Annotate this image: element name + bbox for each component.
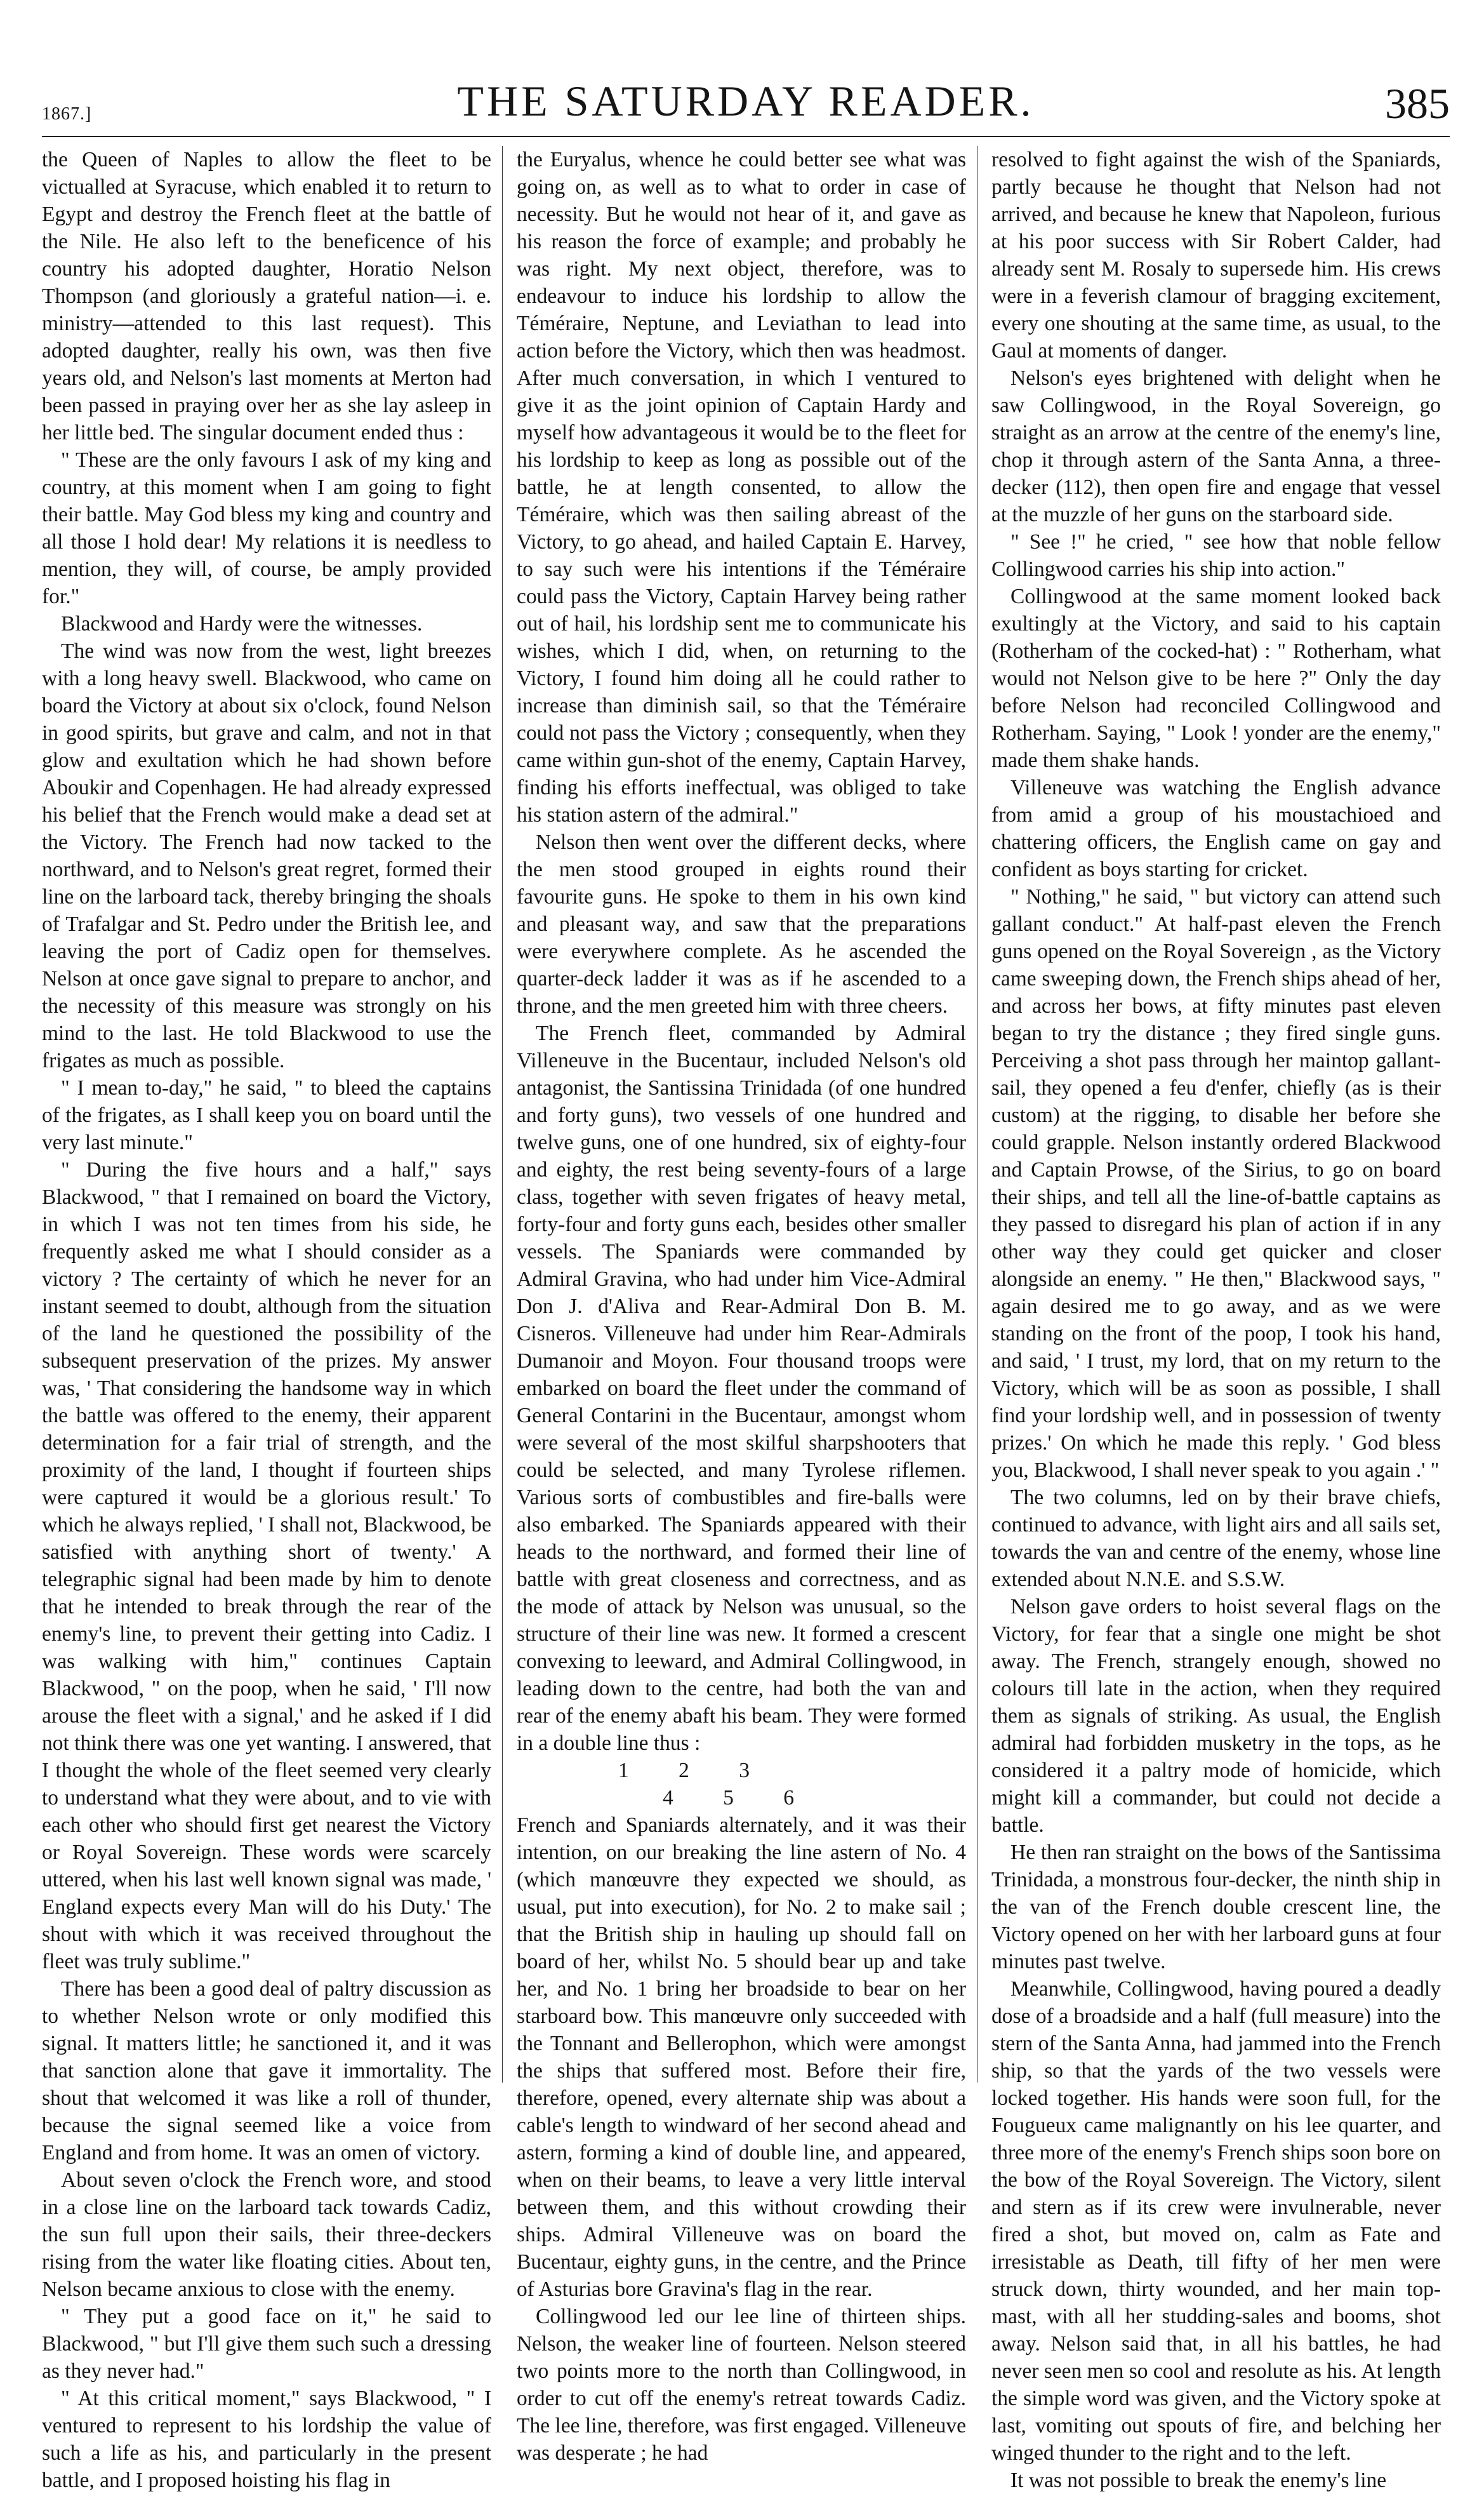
column-3 xyxy=(991,146,1441,2492)
paragraph: Nelson's eyes brightened with delight when he saw Collingwood, in the Royal Sovereign, go straight as an arrow at the centre of the enemy's line, chop it through astern of the Santa Anna, a three-decker (112), then open fire and engage that vessel at the muzzle of her guns on the starboard side. xyxy=(991,366,1441,526)
formation-row-1: 1 2 3 xyxy=(618,1759,750,1782)
paragraph: The French fleet, commanded by Admiral Villeneuve in the Bucentaur, included Nelson's old antagonist, the Santissina Trinidada (of one hundred and forty guns), two vessels of one hundred and twelve guns, one of one hundred, six of eighty-four and eighty, the rest being seventy-fours of a large class, together with seven frigates of heavy metal, forty-four and forty guns each, besides other smaller vessels. The Spaniards were commanded by Admiral Gravina, who had under him Vice-Admiral Don J. d'Aliva and Rear-Admiral Don B. M. Cisneros. Villeneuve had under him Rear-Admirals Dumanoir and Moyon. Four thousand troops were embarked on board the fleet under the command of General Contarini in the Bucentaur, amongst whom were several of the most skilful sharpshooters that could be selected, and many Tyrolese riflemen. Various sorts of combustibles and fire-balls were also embarked. The Spaniards appeared with their heads to the northward, and formed their line of battle with great closeness and correctness, and as the mode of attack by Nelson was unusual, so the structure of their line was new. It formed a crescent convexing to leeward, and Admiral Collingwood, in leading down to the centre, had both the van and rear of the enemy abaft his beam. They were formed in a double line thus : xyxy=(517,1022,966,1755)
paragraph: Collingwood led our lee line of thirteen ships. Nelson, the weaker line of fourteen. Nelson steered two points more to the north than Collingwood, in order to cut off the enemy's retreat towards Cadiz. The lee line, therefore, was first engaged. Villeneuve was desperate ; he had xyxy=(517,2305,967,2465)
header-rule xyxy=(42,136,1450,137)
paragraph: " During the five hours and a half," says Blackwood, " that I remained on board the Victory, in which I was not ten times from his side, he frequently asked me what I should consider as a victory ? The certainty of which he never for an instant seemed to doubt, although from the situation of the land he questioned the possibility of the subsequent preservation of the prizes. My answer was, ' That considering the handsome way in which the battle was offered to the enemy, their apparent determination for a fair trial of strength, and the proximity of the land, I thought if fourteen ships were captured it would be a glorious result.' To which he always replied, ' I shall not, Blackwood, be satisfied with anything short of twenty.' A telegraphic signal had been made by him to denote that he intended to break through the rear of the enemy's line, to prevent their getting into Cadiz. I was walking with him," continues Captain Blackwood, " on the poop, when he said, ' I'll now arouse the fleet with a signal,' and he asked if I did not think there was one yet wanting. I answered, that I thought the whole of the fleet seemed very clearly to understand what they were about, and to vie with each other who should first get nearest the Victory or Royal Sovereign. These words were scarcely uttered, when his last well known signal was made, ' England expects every Man will do his Duty.' The shout with which it was received throughout the fleet was truly sublime." xyxy=(42,1158,491,1973)
issue-year: 1867.] xyxy=(42,104,92,124)
paragraph: " At this critical moment," says Blackwood, " I ventured to represent to his lordship the value of such a life as his, and particularly in the present battle, and I proposed hoisting his flag in xyxy=(42,2387,491,2492)
paragraph: It was not possible to break the enemy's line xyxy=(1010,2469,1387,2492)
paragraph: Villeneuve was watching the English advance from amid a group of his moustachioed and chattering officers, the English came on gay and confident as boys starting for cricket. xyxy=(991,776,1441,881)
column-rule xyxy=(502,146,503,2083)
paragraph: Blackwood and Hardy were the witnesses. xyxy=(61,612,423,636)
paragraph: Meanwhile, Collingwood, having poured a deadly dose of a broadside and a half (full measure) into the stern of the Santa Anna, had jammed into the French ship, so that the yards of the two vessels were locked together. His hands were soon full, for the Fougueux came malignantly on his lee quarter, and three more of the enemy's French ships soon bore on the bow of the Royal Sovereign. The Victory, silent and stern as if its crew were invulnerable, never fired a shot, but moved on, calm as Fate and irresistable as Death, till fifty of her men were struck down, thirty wounded, and her main top-mast, with all her studding-sales and booms, shot away. Nelson said that, in all his battles, he had never seen men so cool and resolute as his. At length the simple word was given, and the Victory spoke at last, vomiting out spouts of fire, and belching her winged thunder to the right and to the left. xyxy=(991,1977,1441,2465)
column-2 xyxy=(517,146,967,2465)
paragraph: " See !" he cried, " see how that noble fellow Collingwood carries his ship into action." xyxy=(991,530,1441,581)
paragraph: There has been a good deal of paltry discussion as to whether Nelson wrote or only modified this signal. It matters little; he sanctioned it, and it was that sanction alone that gave it immortality. The shout that welcomed it was like a roll of thunder, because the signal seemed like a voice from England and from home. It was an omen of victory. xyxy=(42,1977,491,2164)
paragraph: the Queen of Naples to allow the fleet to be victualled at Syracuse, which enabled it to return to Egypt and destroy the French fleet at the battle of the Nile. He also left to the beneficence of his country his adopted daughter, Horatio Nelson Thompson (and gloriously a grateful nation—i. e. ministry—attended to this last request). This adopted daughter, really his own, was then five years old, and Nelson's last moments at Merton had been passed in praying over her as she lay asleep in her little bed. The singular document ended thus : xyxy=(42,148,491,444)
paragraph: French and Spaniards alternately, and it was their intention, on our breaking the line astern of No. 4 (which manœuvre they expected we should, as usual, put into execution), for No. 2 to make sail ; that the British ship in hauling up should fall on board of her, whilst No. 5 should bear up and take her, and No. 1 bring her broadside to bear on her starboard bow. This manœuvre only succeeded with the Tonnant and Bellerophon, which were amongst the ships that suffered most. Before their fire, therefore, opened, every alternate ship was about a cable's length to windward of her second ahead and astern, forming a kind of double line, and appeared, when on their beams, to leave a very little interval between them, and this without crowding their ships. Admiral Villeneuve was on board the Bucentaur, eighty guns, in the centre, and the Prince of Asturias bore Gravina's flag in the rear. xyxy=(517,1813,966,2301)
paragraph: " These are the only favours I ask of my king and country, at this moment when I am going to fight their battle. May God bless my king and country and all those I hold dear! My relations it is needless to mention, they will, of course, be amply provided for." xyxy=(42,448,491,608)
paragraph: " I mean to-day," he said, " to bleed the captains of the frigates, as I shall keep you on board until the very last minute." xyxy=(42,1076,491,1154)
paragraph: " Nothing," he said, " but victory can attend such gallant conduct." At half-past eleven the French guns opened on the Royal Sovereign , as the Victory came sweeping down, the French ships ahead of her, and across her bows, at fifty minutes past eleven began to try the distance ; they fired single guns. Perceiving a shot pass through her maintop gallant-sail, they opened a feu d'enfer, chiefly (as is their custom) at the rigging, to disable her before she could grapple. Nelson instantly ordered Blackwood and Captain Prowse, of the Sirius, to go on board their ships, and tell all the line-of-battle captains as they passed to disregard his plan of action if in any other way they could get quicker and closer alongside an enemy. " He then," Blackwood says, " again desired me to go away, and as we were standing on the front of the poop, I took his hand, and said, ' I trust, my lord, that on my return to the Victory, which will be as soon as possible, I shall find your lordship well, and in possession of twenty prizes.' On which he made this reply. ' God bless you, Blackwood, I shall never speak to you again .' " xyxy=(991,885,1441,1482)
column-1 xyxy=(42,146,491,2492)
page-number: 385 xyxy=(1385,79,1450,128)
paragraph: Nelson then went over the different decks, where the men stood grouped in eights round their favourite guns. He spoke to them in his own kind and pleasant way, and saw that the preparations were everywhere complete. As he ascended the quarter-deck ladder it was as if he ascended to a throne, and the men greeted him with three cheers. xyxy=(517,830,966,1018)
publication-title: THE SATURDAY READER. xyxy=(457,77,1035,125)
paragraph: The two columns, led on by their brave chiefs, continued to advance, with light airs and all sails set, towards the van and centre of the enemy, whose line extended about N.N.E. and S.S.W. xyxy=(991,1486,1441,1591)
paragraph: the Euryalus, whence he could better see what was going on, as well as to what to order in case of necessity. But he would not hear of it, and gave as his reason the force of example; and probably he was right. My next object, therefore, was to endeavour to induce his lordship to allow the Téméraire, Neptune, and Leviathan to lead into action before the Victory, which then was headmost. After much conversation, in which I ventured to give it as the joint opinion of Captain Hardy and myself how advantageous it would be to the fleet for his lordship to keep as long as possible out of the battle, he at length consented, to allow the Téméraire, which was then sailing abreast of the Victory, to go ahead, and hailed Captain E. Harvey, to say such were his intentions if the Téméraire could pass the Victory, Captain Harvey being rather out of hail, his lordship sent me to communicate his wishes, which I did, when, on returning to the Victory, I found him doing all he could rather to increase than diminish sail, so that the Téméraire could not pass the Victory ; consequently, when they came within gun-shot of the enemy, Captain Harvey, finding his efforts ineffectual, was obliged to take his station astern of the admiral." xyxy=(517,148,966,827)
paragraph: Nelson gave orders to hoist several flags on the Victory, for fear that a single one might be shot away. The French, strangely enough, showed no colours till late in the action, when they required them as signals of striking. As usual, the English admiral had forbidden musketry in the tops, as he considered it a paltry mode of homicide, which might kill a commander, but could not decide a battle. xyxy=(991,1595,1441,1837)
formation-row-2: 4 5 6 xyxy=(663,1786,794,1810)
paragraph: resolved to fight against the wish of the Spaniards, partly because he thought that Nelson had not arrived, and because he knew that Napoleon, furious at his poor success with Sir Robert Calder, had already sent M. Rosaly to supersede him. His crews were in a feverish clamour of bragging excitement, every one shouting at the same time, as usual, to the Gaul at moments of danger. xyxy=(991,148,1441,363)
paragraph: He then ran straight on the bows of the Santissima Trinidada, a monstrous four-decker, the ninth ship in the van of the French double crescent line, the Victory opened on her with her larboard guns at four minutes past twelve. xyxy=(991,1841,1441,1973)
paragraph: The wind was now from the west, light breezes with a long heavy swell. Blackwood, who came on board the Victory at about six o'clock, found Nelson in good spirits, but grave and calm, and not in that glow and exultation which he had shown before Aboukir and Copenhagen. He had already expressed his belief that the French would make a dead set at the Victory. The French had now tacked to the northward, and to Nelson's great regret, formed their line on the larboard tack, thereby bringing the shoals of Trafalgar and St. Pedro under the British lee, and leaving the port of Cadiz open for themselves. Nelson at once gave signal to prepare to anchor, and the necessity of this measure was strongly on his mind to the last. He told Blackwood to use the frigates as much as possible. xyxy=(42,639,491,1072)
paragraph: About seven o'clock the French wore, and stood in a close line on the larboard tack towards Cadiz, the sun full upon their sails, their three-deckers rising from the water like floating cities. About ten, Nelson became anxious to close with the enemy. xyxy=(42,2168,491,2301)
paragraph: Collingwood at the same moment looked back exultingly at the Victory, and said to his captain (Rotherham of the cocked-hat) : " Rotherham, what would not Nelson give to be here ?" Only the day before Nelson had reconciled Collingwood and Rotherham. Saying, " Look ! yonder are the enemy," made them shake hands. xyxy=(991,585,1441,772)
masthead xyxy=(42,76,1450,127)
paragraph: " They put a good face on it," he said to Blackwood, " but I'll give them such such a dressing as they never had." xyxy=(42,2305,491,2383)
